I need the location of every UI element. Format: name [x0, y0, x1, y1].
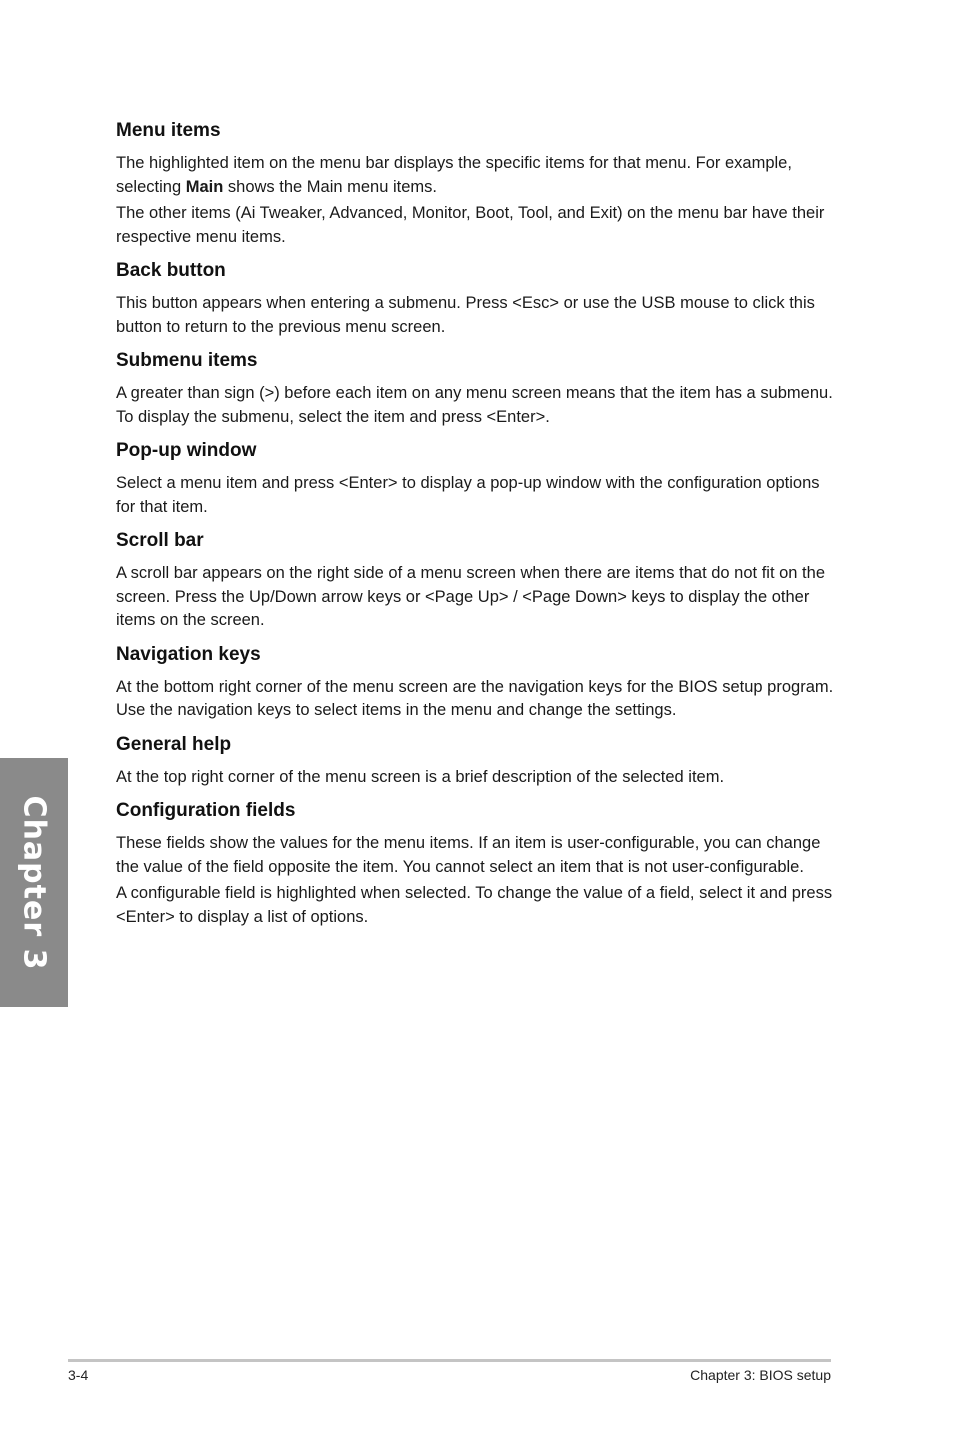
section-pop-up-window: [116, 438, 836, 519]
footer-chapter-title: Chapter 3: BIOS setup: [690, 1367, 831, 1383]
section-paragraph: These fields show the values for the menu items. If an item is user-configurable, you can change the value of the field opposite the item. You cannot select an item that is not user-configurable.: [116, 834, 821, 876]
section-configuration-fields: [116, 798, 836, 929]
section-general-help: [116, 732, 836, 790]
page-content: [116, 118, 836, 938]
section-heading: Menu items: [116, 120, 221, 141]
section-paragraph: A scroll bar appears on the right side of a menu screen when there are items that do not fit on the screen. Press the Up/Down arrow keys or <Page Up> / <Page Down> keys to display the other items on the screen.: [116, 564, 825, 629]
section-heading: Scroll bar: [116, 530, 204, 551]
section-paragraph: At the top right corner of the menu screen is a brief description of the selected item.: [116, 767, 725, 786]
bold-term: Main: [185, 177, 224, 196]
section-heading: Navigation keys: [116, 643, 261, 665]
chapter-side-tab: [0, 758, 68, 1007]
section-heading: Back button: [116, 260, 226, 281]
section-navigation-keys: [116, 642, 836, 723]
section-paragraph: [116, 152, 836, 199]
section-paragraph: This button appears when entering a submenu. Press <Esc> or use the USB mouse to click this button to return to the previous menu screen.: [116, 294, 815, 336]
section-paragraph: The other items (Ai Tweaker, Advanced, Monitor, Boot, Tool, and Exit) on the menu bar have their respective menu items.: [116, 204, 825, 246]
paragraph-text: The highlighted item on the menu bar displays the specific items for that menu. For example, selecting: [116, 154, 792, 196]
section-submenu-items: [116, 348, 836, 429]
section-heading: Configuration fields: [116, 800, 296, 821]
section-paragraph: At the bottom right corner of the menu screen are the navigation keys for the BIOS setup program. Use the navigation keys to select items in the menu and change the settings.: [116, 677, 834, 719]
footer-divider: [68, 1359, 831, 1362]
section-paragraph: Select a menu item and press <Enter> to display a pop-up window with the configuration options for that item.: [116, 474, 820, 516]
section-paragraph: A configurable field is highlighted when selected. To change the value of a field, select it and press <Enter> to display a list of options.: [116, 884, 833, 926]
section-heading: Submenu items: [116, 350, 258, 371]
footer-page-number: 3-4: [68, 1367, 89, 1383]
section-heading: Pop-up window: [116, 440, 257, 461]
section-heading: General help: [116, 733, 232, 755]
section-scroll-bar: [116, 528, 836, 633]
chapter-tab-label: Chapter 3: [16, 795, 52, 970]
section-paragraph: A greater than sign (>) before each item on any menu screen means that the item has a submenu. To display the submenu, select the item and press <Enter>.: [116, 384, 833, 426]
paragraph-text: shows the Main menu items.: [223, 177, 437, 196]
section-back-button: [116, 258, 836, 339]
section-menu-items: [116, 118, 836, 249]
